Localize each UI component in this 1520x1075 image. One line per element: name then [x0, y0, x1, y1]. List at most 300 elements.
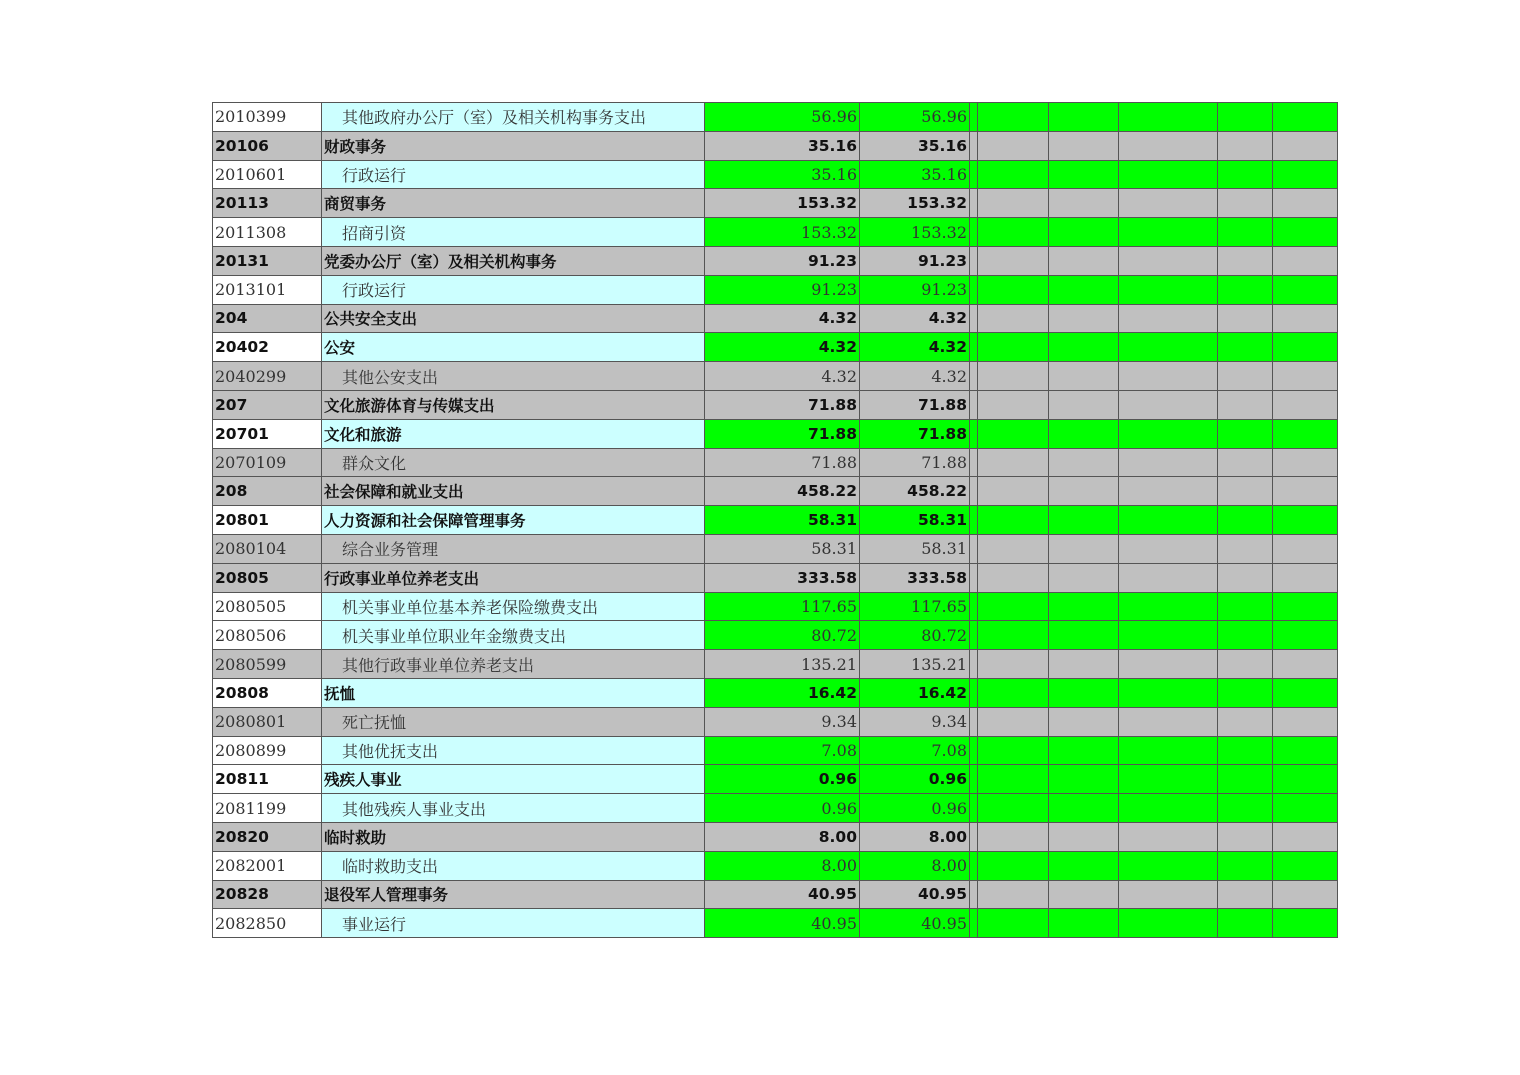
- empty-cell[interactable]: [1218, 765, 1273, 794]
- empty-cell[interactable]: [1218, 103, 1273, 132]
- budget-table: [212, 102, 1338, 938]
- total-amount-cell[interactable]: 56.96: [705, 103, 860, 132]
- empty-cell[interactable]: [1273, 362, 1338, 391]
- empty-cell[interactable]: [978, 621, 1049, 650]
- empty-cell[interactable]: [1218, 131, 1273, 160]
- total-amount-cell[interactable]: 333.58: [705, 563, 860, 592]
- subject-name-cell[interactable]: 文化和旅游: [322, 419, 705, 448]
- subject-name-cell[interactable]: 其他政府办公厅（室）及相关机构事务支出: [322, 103, 705, 132]
- empty-cell[interactable]: [1119, 822, 1218, 851]
- empty-cell[interactable]: [1119, 650, 1218, 679]
- empty-cell[interactable]: [1273, 880, 1338, 909]
- empty-cell[interactable]: [1049, 218, 1119, 247]
- spacer-cell[interactable]: [970, 678, 978, 707]
- total-amount-cell[interactable]: 71.88: [705, 390, 860, 419]
- basic-expense-cell[interactable]: 8.00: [860, 822, 970, 851]
- empty-cell[interactable]: [1218, 794, 1273, 823]
- empty-cell[interactable]: [1273, 218, 1338, 247]
- empty-cell[interactable]: [978, 506, 1049, 535]
- empty-cell[interactable]: [1218, 160, 1273, 189]
- basic-expense-cell[interactable]: 40.95: [860, 880, 970, 909]
- empty-cell[interactable]: [1119, 506, 1218, 535]
- spacer-cell[interactable]: [970, 794, 978, 823]
- empty-cell[interactable]: [978, 650, 1049, 679]
- empty-cell[interactable]: [978, 189, 1049, 218]
- empty-cell[interactable]: [1049, 131, 1119, 160]
- subject-code-cell[interactable]: 2010601: [213, 160, 322, 189]
- basic-expense-cell[interactable]: 40.95: [860, 909, 970, 938]
- total-amount-cell[interactable]: 135.21: [705, 650, 860, 679]
- empty-cell[interactable]: [1218, 448, 1273, 477]
- table-row: [213, 506, 1338, 535]
- spacer-cell[interactable]: [970, 362, 978, 391]
- empty-cell[interactable]: [1119, 131, 1218, 160]
- empty-cell[interactable]: [1218, 477, 1273, 506]
- subject-code-cell[interactable]: 20811: [213, 765, 322, 794]
- total-amount-cell[interactable]: 7.08: [705, 736, 860, 765]
- empty-cell[interactable]: [1119, 794, 1218, 823]
- subject-name-cell[interactable]: 事业运行: [322, 909, 705, 938]
- table-row: [213, 909, 1338, 938]
- empty-cell[interactable]: [1049, 333, 1119, 362]
- empty-cell[interactable]: [978, 419, 1049, 448]
- basic-expense-cell[interactable]: 91.23: [860, 275, 970, 304]
- empty-cell[interactable]: [1049, 189, 1119, 218]
- empty-cell[interactable]: [1049, 304, 1119, 333]
- empty-cell[interactable]: [1119, 419, 1218, 448]
- total-amount-cell[interactable]: 91.23: [705, 246, 860, 275]
- subject-name-cell[interactable]: 其他优抚支出: [322, 736, 705, 765]
- empty-cell[interactable]: [978, 822, 1049, 851]
- subject-name-cell[interactable]: 临时救助支出: [322, 851, 705, 880]
- basic-expense-cell[interactable]: 458.22: [860, 477, 970, 506]
- total-amount-cell[interactable]: 58.31: [705, 506, 860, 535]
- empty-cell[interactable]: [1218, 534, 1273, 563]
- subject-code-cell[interactable]: 20106: [213, 131, 322, 160]
- spacer-cell[interactable]: [970, 909, 978, 938]
- empty-cell[interactable]: [1273, 822, 1338, 851]
- empty-cell[interactable]: [1273, 189, 1338, 218]
- subject-name-cell[interactable]: 群众文化: [322, 448, 705, 477]
- spacer-cell[interactable]: [970, 851, 978, 880]
- empty-cell[interactable]: [1218, 506, 1273, 535]
- subject-name-cell[interactable]: 抚恤: [322, 678, 705, 707]
- total-amount-cell[interactable]: 80.72: [705, 621, 860, 650]
- spacer-cell[interactable]: [970, 477, 978, 506]
- empty-cell[interactable]: [1273, 851, 1338, 880]
- empty-cell[interactable]: [1273, 103, 1338, 132]
- empty-cell[interactable]: [1049, 246, 1119, 275]
- empty-cell[interactable]: [1273, 650, 1338, 679]
- table-row: [213, 362, 1338, 391]
- empty-cell[interactable]: [978, 707, 1049, 736]
- total-amount-cell[interactable]: 4.32: [705, 333, 860, 362]
- empty-cell[interactable]: [978, 592, 1049, 621]
- total-amount-cell[interactable]: 16.42: [705, 678, 860, 707]
- basic-expense-cell[interactable]: 35.16: [860, 131, 970, 160]
- subject-name-cell[interactable]: 行政运行: [322, 275, 705, 304]
- empty-cell[interactable]: [1049, 534, 1119, 563]
- empty-cell[interactable]: [1273, 419, 1338, 448]
- subject-code-cell[interactable]: 204: [213, 304, 322, 333]
- empty-cell[interactable]: [1119, 707, 1218, 736]
- empty-cell[interactable]: [1218, 218, 1273, 247]
- budget-table-body: [213, 103, 1338, 938]
- empty-cell[interactable]: [1218, 246, 1273, 275]
- total-amount-cell[interactable]: 153.32: [705, 189, 860, 218]
- spacer-cell[interactable]: [970, 650, 978, 679]
- total-amount-cell[interactable]: 35.16: [705, 131, 860, 160]
- subject-name-cell[interactable]: 综合业务管理: [322, 534, 705, 563]
- empty-cell[interactable]: [1273, 246, 1338, 275]
- subject-code-cell[interactable]: 20828: [213, 880, 322, 909]
- table-row: [213, 189, 1338, 218]
- subject-name-cell[interactable]: 公共安全支出: [322, 304, 705, 333]
- total-amount-cell[interactable]: 91.23: [705, 275, 860, 304]
- empty-cell[interactable]: [1049, 160, 1119, 189]
- spacer-cell[interactable]: [970, 563, 978, 592]
- subject-code-cell[interactable]: 20131: [213, 246, 322, 275]
- empty-cell[interactable]: [1273, 736, 1338, 765]
- spacer-cell[interactable]: [970, 131, 978, 160]
- empty-cell[interactable]: [978, 477, 1049, 506]
- empty-cell[interactable]: [1218, 851, 1273, 880]
- empty-cell[interactable]: [1049, 275, 1119, 304]
- empty-cell[interactable]: [1273, 909, 1338, 938]
- empty-cell[interactable]: [978, 103, 1049, 132]
- table-row: [213, 218, 1338, 247]
- total-amount-cell[interactable]: 8.00: [705, 822, 860, 851]
- subject-code-cell[interactable]: 20801: [213, 506, 322, 535]
- empty-cell[interactable]: [978, 765, 1049, 794]
- subject-name-cell[interactable]: 行政事业单位养老支出: [322, 563, 705, 592]
- spacer-cell[interactable]: [970, 880, 978, 909]
- empty-cell[interactable]: [978, 160, 1049, 189]
- empty-cell[interactable]: [1218, 678, 1273, 707]
- empty-cell[interactable]: [1049, 390, 1119, 419]
- spacer-cell[interactable]: [970, 736, 978, 765]
- empty-cell[interactable]: [1119, 160, 1218, 189]
- empty-cell[interactable]: [1049, 707, 1119, 736]
- empty-cell[interactable]: [1049, 880, 1119, 909]
- subject-name-cell[interactable]: 其他残疾人事业支出: [322, 794, 705, 823]
- subject-code-cell[interactable]: 2080506: [213, 621, 322, 650]
- empty-cell[interactable]: [1119, 246, 1218, 275]
- empty-cell[interactable]: [1273, 390, 1338, 419]
- subject-code-cell[interactable]: 2010399: [213, 103, 322, 132]
- subject-name-cell[interactable]: 机关事业单位职业年金缴费支出: [322, 621, 705, 650]
- empty-cell[interactable]: [978, 851, 1049, 880]
- empty-cell[interactable]: [1049, 477, 1119, 506]
- empty-cell[interactable]: [1049, 678, 1119, 707]
- basic-expense-cell[interactable]: 4.32: [860, 333, 970, 362]
- empty-cell[interactable]: [1273, 448, 1338, 477]
- subject-code-cell[interactable]: 20113: [213, 189, 322, 218]
- basic-expense-cell[interactable]: 0.96: [860, 765, 970, 794]
- subject-name-cell[interactable]: 临时救助: [322, 822, 705, 851]
- empty-cell[interactable]: [1218, 419, 1273, 448]
- total-amount-cell[interactable]: 71.88: [705, 448, 860, 477]
- table-row: [213, 736, 1338, 765]
- empty-cell[interactable]: [1119, 304, 1218, 333]
- total-amount-cell[interactable]: 4.32: [705, 362, 860, 391]
- empty-cell[interactable]: [1119, 103, 1218, 132]
- empty-cell[interactable]: [1119, 880, 1218, 909]
- empty-cell[interactable]: [1218, 880, 1273, 909]
- total-amount-cell[interactable]: 9.34: [705, 707, 860, 736]
- basic-expense-cell[interactable]: 8.00: [860, 851, 970, 880]
- total-amount-cell[interactable]: 4.32: [705, 304, 860, 333]
- basic-expense-cell[interactable]: 35.16: [860, 160, 970, 189]
- empty-cell[interactable]: [978, 333, 1049, 362]
- empty-cell[interactable]: [1049, 448, 1119, 477]
- spacer-cell[interactable]: [970, 333, 978, 362]
- empty-cell[interactable]: [1218, 563, 1273, 592]
- empty-cell[interactable]: [1119, 534, 1218, 563]
- basic-expense-cell[interactable]: 7.08: [860, 736, 970, 765]
- total-amount-cell[interactable]: 458.22: [705, 477, 860, 506]
- empty-cell[interactable]: [1119, 477, 1218, 506]
- subject-name-cell[interactable]: 机关事业单位基本养老保险缴费支出: [322, 592, 705, 621]
- empty-cell[interactable]: [1119, 448, 1218, 477]
- spacer-cell[interactable]: [970, 103, 978, 132]
- empty-cell[interactable]: [1049, 794, 1119, 823]
- empty-cell[interactable]: [1119, 390, 1218, 419]
- empty-cell[interactable]: [1218, 909, 1273, 938]
- total-amount-cell[interactable]: 0.96: [705, 794, 860, 823]
- empty-cell[interactable]: [978, 275, 1049, 304]
- empty-cell[interactable]: [1049, 621, 1119, 650]
- empty-cell[interactable]: [1119, 909, 1218, 938]
- basic-expense-cell[interactable]: 135.21: [860, 650, 970, 679]
- empty-cell[interactable]: [978, 362, 1049, 391]
- empty-cell[interactable]: [1273, 333, 1338, 362]
- empty-cell[interactable]: [1049, 736, 1119, 765]
- total-amount-cell[interactable]: 0.96: [705, 765, 860, 794]
- table-row: [213, 851, 1338, 880]
- subject-name-cell[interactable]: 招商引资: [322, 218, 705, 247]
- subject-name-cell[interactable]: 党委办公厅（室）及相关机构事务: [322, 246, 705, 275]
- empty-cell[interactable]: [1049, 765, 1119, 794]
- subject-name-cell[interactable]: 其他行政事业单位养老支出: [322, 650, 705, 679]
- spacer-cell[interactable]: [970, 189, 978, 218]
- empty-cell[interactable]: [978, 390, 1049, 419]
- spacer-cell[interactable]: [970, 246, 978, 275]
- empty-cell[interactable]: [1119, 592, 1218, 621]
- subject-code-cell[interactable]: 20820: [213, 822, 322, 851]
- empty-cell[interactable]: [978, 794, 1049, 823]
- subject-name-cell[interactable]: 死亡抚恤: [322, 707, 705, 736]
- spacer-cell[interactable]: [970, 765, 978, 794]
- subject-name-cell[interactable]: 文化旅游体育与传媒支出: [322, 390, 705, 419]
- empty-cell[interactable]: [1218, 275, 1273, 304]
- empty-cell[interactable]: [1119, 333, 1218, 362]
- basic-expense-cell[interactable]: 71.88: [860, 419, 970, 448]
- spacer-cell[interactable]: [970, 160, 978, 189]
- basic-expense-cell[interactable]: 153.32: [860, 218, 970, 247]
- empty-cell[interactable]: [1218, 333, 1273, 362]
- subject-code-cell[interactable]: 20402: [213, 333, 322, 362]
- subject-code-cell[interactable]: 2081199: [213, 794, 322, 823]
- subject-code-cell[interactable]: 20808: [213, 678, 322, 707]
- empty-cell[interactable]: [1218, 736, 1273, 765]
- empty-cell[interactable]: [1218, 304, 1273, 333]
- spacer-cell[interactable]: [970, 390, 978, 419]
- empty-cell[interactable]: [1273, 160, 1338, 189]
- empty-cell[interactable]: [1218, 362, 1273, 391]
- total-amount-cell[interactable]: 40.95: [705, 880, 860, 909]
- subject-code-cell[interactable]: 2080801: [213, 707, 322, 736]
- basic-expense-cell[interactable]: 153.32: [860, 189, 970, 218]
- spacer-cell[interactable]: [970, 419, 978, 448]
- empty-cell[interactable]: [1119, 563, 1218, 592]
- subject-name-cell[interactable]: 商贸事务: [322, 189, 705, 218]
- basic-expense-cell[interactable]: 0.96: [860, 794, 970, 823]
- total-amount-cell[interactable]: 71.88: [705, 419, 860, 448]
- basic-expense-cell[interactable]: 71.88: [860, 390, 970, 419]
- basic-expense-cell[interactable]: 91.23: [860, 246, 970, 275]
- empty-cell[interactable]: [978, 131, 1049, 160]
- empty-cell[interactable]: [1273, 707, 1338, 736]
- empty-cell[interactable]: [1049, 909, 1119, 938]
- spacer-cell[interactable]: [970, 822, 978, 851]
- spacer-cell[interactable]: [970, 304, 978, 333]
- empty-cell[interactable]: [1218, 650, 1273, 679]
- subject-code-cell[interactable]: 2070109: [213, 448, 322, 477]
- empty-cell[interactable]: [1273, 534, 1338, 563]
- subject-code-cell[interactable]: 2013101: [213, 275, 322, 304]
- empty-cell[interactable]: [1218, 592, 1273, 621]
- subject-name-cell[interactable]: 公安: [322, 333, 705, 362]
- empty-cell[interactable]: [1119, 275, 1218, 304]
- total-amount-cell[interactable]: 117.65: [705, 592, 860, 621]
- empty-cell[interactable]: [1049, 103, 1119, 132]
- empty-cell[interactable]: [1119, 362, 1218, 391]
- empty-cell[interactable]: [1049, 419, 1119, 448]
- empty-cell[interactable]: [1119, 218, 1218, 247]
- empty-cell[interactable]: [1049, 563, 1119, 592]
- empty-cell[interactable]: [1049, 362, 1119, 391]
- total-amount-cell[interactable]: 58.31: [705, 534, 860, 563]
- empty-cell[interactable]: [1273, 794, 1338, 823]
- basic-expense-cell[interactable]: 117.65: [860, 592, 970, 621]
- subject-name-cell[interactable]: 退役军人管理事务: [322, 880, 705, 909]
- basic-expense-cell[interactable]: 333.58: [860, 563, 970, 592]
- subject-code-cell[interactable]: 208: [213, 477, 322, 506]
- basic-expense-cell[interactable]: 80.72: [860, 621, 970, 650]
- subject-name-cell[interactable]: 财政事务: [322, 131, 705, 160]
- empty-cell[interactable]: [1218, 707, 1273, 736]
- basic-expense-cell[interactable]: 71.88: [860, 448, 970, 477]
- empty-cell[interactable]: [1273, 592, 1338, 621]
- empty-cell[interactable]: [978, 909, 1049, 938]
- subject-code-cell[interactable]: 2040299: [213, 362, 322, 391]
- empty-cell[interactable]: [1273, 765, 1338, 794]
- spacer-cell[interactable]: [970, 448, 978, 477]
- basic-expense-cell[interactable]: 4.32: [860, 304, 970, 333]
- spacer-cell[interactable]: [970, 218, 978, 247]
- empty-cell[interactable]: [1119, 851, 1218, 880]
- subject-name-cell[interactable]: 行政运行: [322, 160, 705, 189]
- empty-cell[interactable]: [1119, 736, 1218, 765]
- empty-cell[interactable]: [1273, 477, 1338, 506]
- empty-cell[interactable]: [978, 304, 1049, 333]
- empty-cell[interactable]: [1049, 506, 1119, 535]
- subject-name-cell[interactable]: 其他公安支出: [322, 362, 705, 391]
- empty-cell[interactable]: [1049, 822, 1119, 851]
- basic-expense-cell[interactable]: 58.31: [860, 534, 970, 563]
- empty-cell[interactable]: [1273, 506, 1338, 535]
- empty-cell[interactable]: [1273, 304, 1338, 333]
- subject-code-cell[interactable]: 2082001: [213, 851, 322, 880]
- empty-cell[interactable]: [978, 736, 1049, 765]
- spacer-cell[interactable]: [970, 506, 978, 535]
- empty-cell[interactable]: [1273, 563, 1338, 592]
- spacer-cell[interactable]: [970, 621, 978, 650]
- total-amount-cell[interactable]: 153.32: [705, 218, 860, 247]
- total-amount-cell[interactable]: 35.16: [705, 160, 860, 189]
- empty-cell[interactable]: [1119, 678, 1218, 707]
- subject-name-cell[interactable]: 残疾人事业: [322, 765, 705, 794]
- subject-code-cell[interactable]: 20805: [213, 563, 322, 592]
- table-row: [213, 160, 1338, 189]
- subject-code-cell[interactable]: 2011308: [213, 218, 322, 247]
- empty-cell[interactable]: [978, 678, 1049, 707]
- empty-cell[interactable]: [978, 246, 1049, 275]
- subject-code-cell[interactable]: 2080505: [213, 592, 322, 621]
- basic-expense-cell[interactable]: 9.34: [860, 707, 970, 736]
- spacer-cell[interactable]: [970, 707, 978, 736]
- empty-cell[interactable]: [978, 218, 1049, 247]
- subject-code-cell[interactable]: 2080599: [213, 650, 322, 679]
- empty-cell[interactable]: [978, 880, 1049, 909]
- subject-code-cell[interactable]: 207: [213, 390, 322, 419]
- basic-expense-cell[interactable]: 58.31: [860, 506, 970, 535]
- subject-name-cell[interactable]: 人力资源和社会保障管理事务: [322, 506, 705, 535]
- total-amount-cell[interactable]: 8.00: [705, 851, 860, 880]
- empty-cell[interactable]: [978, 534, 1049, 563]
- empty-cell[interactable]: [1218, 390, 1273, 419]
- empty-cell[interactable]: [1119, 189, 1218, 218]
- empty-cell[interactable]: [1049, 851, 1119, 880]
- empty-cell[interactable]: [1273, 131, 1338, 160]
- spacer-cell[interactable]: [970, 592, 978, 621]
- total-amount-cell[interactable]: 40.95: [705, 909, 860, 938]
- empty-cell[interactable]: [1119, 765, 1218, 794]
- subject-code-cell[interactable]: 2082850: [213, 909, 322, 938]
- empty-cell[interactable]: [978, 563, 1049, 592]
- subject-name-cell[interactable]: 社会保障和就业支出: [322, 477, 705, 506]
- subject-code-cell[interactable]: 20701: [213, 419, 322, 448]
- empty-cell[interactable]: [1119, 621, 1218, 650]
- basic-expense-cell[interactable]: 56.96: [860, 103, 970, 132]
- basic-expense-cell[interactable]: 4.32: [860, 362, 970, 391]
- empty-cell[interactable]: [1218, 822, 1273, 851]
- subject-code-cell[interactable]: 2080899: [213, 736, 322, 765]
- basic-expense-cell[interactable]: 16.42: [860, 678, 970, 707]
- spacer-cell[interactable]: [970, 275, 978, 304]
- spacer-cell[interactable]: [970, 534, 978, 563]
- empty-cell[interactable]: [1218, 189, 1273, 218]
- empty-cell[interactable]: [1049, 650, 1119, 679]
- empty-cell[interactable]: [1273, 621, 1338, 650]
- empty-cell[interactable]: [1273, 275, 1338, 304]
- empty-cell[interactable]: [1218, 621, 1273, 650]
- subject-code-cell[interactable]: 2080104: [213, 534, 322, 563]
- empty-cell[interactable]: [1273, 678, 1338, 707]
- empty-cell[interactable]: [978, 448, 1049, 477]
- empty-cell[interactable]: [1049, 592, 1119, 621]
